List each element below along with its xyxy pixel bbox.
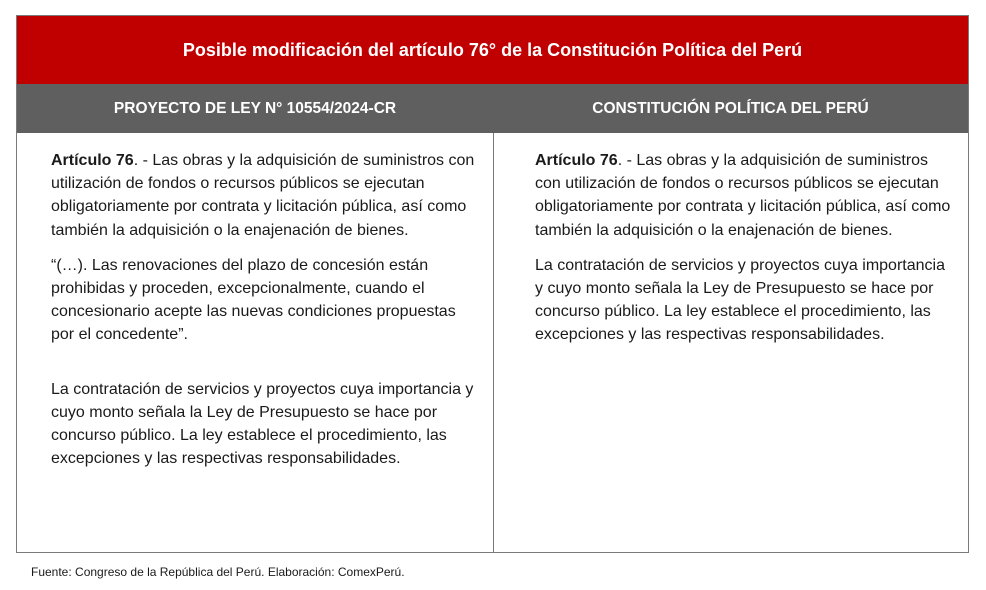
column-header-row bbox=[17, 84, 968, 133]
bill-concession-paragraph: “(…). Las renovaciones del plazo de concesión están prohibidas y proceden, excepcionalmente, cuando el concesionario acepte las nuevas condiciones propuestas por el concedente”. bbox=[51, 256, 456, 344]
bill-article-label: Artículo 76 bbox=[51, 152, 134, 169]
table-title: Posible modificación del artículo 76° de la Constitución Política del Perú bbox=[17, 16, 968, 84]
column-divider bbox=[493, 133, 494, 552]
constitution-text-column bbox=[535, 149, 955, 347]
constitution-article-text: . - Las obras y la adquisición de suministros con utilización de fondos o recursos públicos se ejecutan obligatoriamente por contrata y licitación pública, así como también la adquisición o la enajenación de bienes. bbox=[535, 152, 951, 239]
source-note: Fuente: Congreso de la República del Perú. Elaboración: ComexPerú. bbox=[31, 565, 405, 579]
bill-text-column bbox=[51, 149, 481, 470]
bill-article-text: . - Las obras y la adquisición de suministros con utilización de fondos o recursos públicos se ejecutan obligatoriamente por contrata y licitación pública, así como también la adquisición o la enajenación de bienes. bbox=[51, 152, 475, 239]
column-header-bill: PROYECTO DE LEY N° 10554/2024-CR bbox=[113, 99, 397, 117]
bill-article-paragraph bbox=[51, 149, 481, 242]
column-header-constitution: CONSTITUCIÓN POLÍTICA DEL PERÚ bbox=[592, 99, 869, 117]
comparison-table bbox=[16, 15, 969, 553]
constitution-article-label: Artículo 76 bbox=[535, 152, 618, 169]
bill-contracting-paragraph: La contratación de servicios y proyectos cuya importancia y cuyo monto señala la Ley de Presupuesto se hace por concurso público. La ley establece el procedimiento, las excepciones y las respectivas responsabilidades. bbox=[51, 380, 474, 468]
constitution-contracting-paragraph: La contratación de servicios y proyectos cuya importancia y cuyo monto señala la Ley de Presupuesto se hace por concurso público. La ley establece el procedimiento, las excepciones y las respectivas responsabilidades. bbox=[535, 256, 945, 344]
constitution-article-paragraph bbox=[535, 149, 955, 242]
